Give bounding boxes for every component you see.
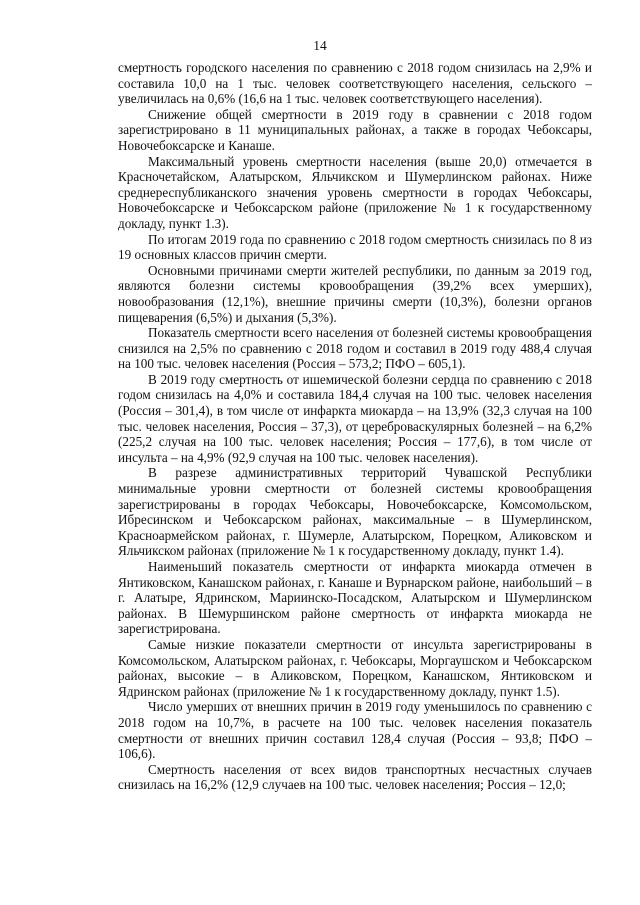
paragraph: В разрезе административных территорий Чувашской Республики минимальные уровни смертности от болезней системы кровообращения зарегистрированы в городах Чебоксары, Новочебоксарске, Комсомольском, Ибресинском и Чебоксарском районах, максимальные – в Шумерлинском, Красноармейском районах, г. Шумерле, Алатырском, Порецком, Аликовском и Яльчикском районах (приложение № 1 к государственному докладу, пункт 1.4). — [118, 465, 592, 559]
paragraph: В 2019 году смертность от ишемической болезни сердца по сравнению с 2018 годом снизилась на 4,0% и составила 184,4 случая на 100 тыс. человек населения (Россия – 301,4), в том числе от инфаркта миокарда – на 13,9% (32,3 случая на 100 тыс. человек населения, Россия – 37,3), от цереброваскулярных болезней – на 6,2% (225,2 случая на 100 тыс. человек населения; Россия – 177,6), в том числе от инсульта – на 4,9% (92,9 случая на 100 тыс. человек населения). — [118, 371, 592, 465]
paragraph: По итогам 2019 года по сравнению с 2018 годом смертность снизилась по 8 из 19 основных классов причин смерти. — [118, 231, 592, 263]
paragraph: Основными причинами смерти жителей республики, по данным за 2019 год, являются болезни системы кровообращения (39,2% всех умерших), новообразования (12,1%), внешние причины смерти (10,3%), болезни органов пищеварения (6,5%) и дыхания (5,3%). — [118, 262, 592, 325]
paragraph: Число умерших от внешних причин в 2019 году уменьшилось по сравнению с 2018 годом на 10,7%, в расчете на 100 тыс. человек населения показатель смертности от внешних причин составил 128,4 случая (Россия – 93,8; ПФО – 106,6). — [118, 699, 592, 762]
paragraph: смертность городского населения по сравнению с 2018 годом снизилась на 2,9% и составила 10,0 на 1 тыс. человек соответствующего населения, сельского – увеличилась на 0,6% (16,6 на 1 тыс. человек соответствующего населения). — [118, 60, 592, 107]
paragraph: Наименьший показатель смертности от инфаркта миокарда отмечен в Янтиковском, Канашском районах, г. Канаше и Вурнарском районе, наибольший – в г. Алатыре, Ядринском, Мариинско-Посадском, Алатырском и Шумерлинском районах. В Шемуршинском районе смертность от инфаркта миокарда не зарегистрирована. — [118, 559, 592, 637]
paragraph: Показатель смертности всего населения от болезней системы кровообращения снизился на 2,5% по сравнению с 2018 годом и составил в 2019 году 488,4 случая на 100 тыс. человек населения (Россия – 573,2; ПФО – 605,1). — [118, 325, 592, 372]
page-number: 14 — [313, 38, 327, 53]
body-text — [118, 60, 592, 793]
paragraph: Максимальный уровень смертности населения (выше 20,0) отмечается в Красночетайском, Алатырском, Яльчикском и Шумерлинском районах. Ниже среднереспубликанского значения уровень смертности в городах Чебоксары, Новочебоксарске и Чебоксарском районе (приложение № 1 к государственному докладу, пункт 1.3). — [118, 153, 592, 231]
paragraph: Снижение общей смертности в 2019 году в сравнении с 2018 годом зарегистрировано в 11 муниципальных районах, а также в городах Чебоксары, Новочебоксарске и Канаше. — [118, 106, 592, 153]
paragraph: Самые низкие показатели смертности от инсульта зарегистрированы в Комсомольском, Алатырском районах, г. Чебоксары, Моргаушском и Чебоксарском районах, высокие – в Аликовском, Порецком, Канашском, Янтиковском и Ядринском районах (приложение № 1 к государственному докладу, пункт 1.5). — [118, 636, 592, 699]
paragraph: Смертность населения от всех видов транспортных несчастных случаев снизилась на 16,2% (12,9 случаев на 100 тыс. человек населения; Россия – 12,0; — [118, 761, 592, 793]
